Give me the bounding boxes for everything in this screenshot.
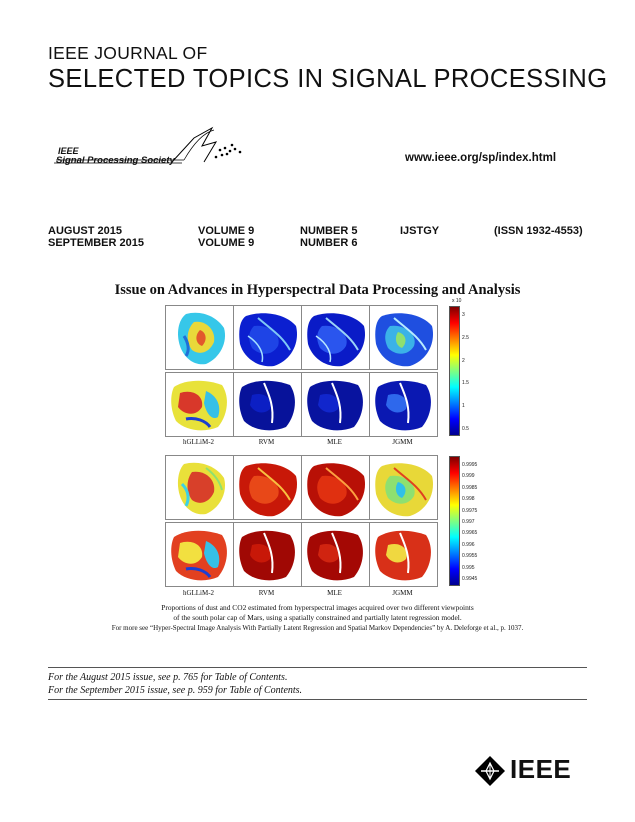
issn: (ISSN 1932-4553) (494, 225, 583, 237)
map-co2-hgllim-row1 (165, 455, 234, 520)
colorbar-co2-tick-label: 0.9945 (462, 576, 478, 582)
colorbar-co2-tick-label: 0.996 (462, 541, 475, 548)
colorbar-co2-tick-label: 0.9955 (462, 553, 478, 560)
special-issue-headline: Issue on Advances in Hyperspectral Data Processing and Analysis (114, 282, 521, 298)
map-dust-mle-row2 (301, 372, 370, 437)
toc-august: For the August 2015 issue, see p. 765 for Table of Contents. (48, 672, 288, 683)
issue-month-1: AUGUST 2015 (48, 225, 122, 237)
journal-title-line1: IEEE JOURNAL OF (48, 43, 208, 63)
colorbar-co2-tick-label: 0.9975 (462, 507, 478, 514)
colorbar-co2 (449, 456, 460, 586)
colorbar-dust-exponent: x 10 (452, 298, 462, 304)
method-label-jgmm-top: JGMM (392, 438, 413, 446)
colorbar-dust-tick-label: 2.5 (462, 334, 469, 341)
divider-top (48, 667, 587, 668)
colorbar-dust-tick-label: 0.5 (462, 426, 469, 432)
issue-volume-2: VOLUME 9 (198, 237, 255, 249)
colorbar-dust (449, 306, 460, 436)
colorbar-co2-tick-label: 0.995 (462, 564, 475, 571)
colorbar-co2-tick-label: 0.9985 (462, 484, 478, 491)
issue-volume-1: VOLUME 9 (198, 225, 255, 237)
figure-caption-line1: Proportions of dust and CO2 estimated from hyperspectral images acquired over two different viewpoints (161, 603, 474, 612)
coden: IJSTGY (400, 225, 440, 237)
map-co2-rvm-row2 (233, 522, 302, 587)
colorbar-dust-tick-label: 3 (462, 312, 465, 318)
map-dust-hgllim-row1 (165, 305, 234, 370)
journal-title-line2: SELECTED TOPICS IN SIGNAL PROCESSING (48, 65, 608, 93)
map-co2-mle-row2 (301, 522, 370, 587)
toc-september: For the September 2015 issue, see p. 959 for Table of Contents. (48, 685, 303, 696)
ieee-wordmark: IEEE (510, 754, 572, 784)
method-label-mle-bottom: MLE (327, 589, 342, 597)
colorbar-dust-tick-label: 2 (462, 357, 465, 364)
colorbar-co2-tick-label: 0.997 (462, 519, 475, 525)
method-label-rvm-bottom: RVM (258, 589, 275, 597)
ieee-diamond-logo (474, 755, 506, 787)
method-label-jgmm-bottom: JGMM (392, 589, 413, 597)
map-dust-mle-row1 (301, 305, 370, 370)
issue-month-2: SEPTEMBER 2015 (48, 237, 144, 249)
map-co2-jgmm-row1 (369, 455, 438, 520)
issue-number-1: NUMBER 5 (300, 225, 358, 237)
map-co2-rvm-row1 (233, 455, 302, 520)
map-dust-jgmm-row1 (369, 305, 438, 370)
figure-caption-line2: of the south polar cap of Mars, using a spatially constrained and partially latent regression model. (173, 613, 462, 622)
map-dust-jgmm-row2 (369, 372, 438, 437)
map-dust-rvm-row1 (233, 305, 302, 370)
map-co2-jgmm-row2 (369, 522, 438, 587)
society-url[interactable]: www.ieee.org/sp/index.html (405, 152, 557, 164)
divider-bottom (48, 699, 587, 700)
method-label-rvm-top: RVM (258, 438, 275, 446)
method-label-hgllim-top: hGLLiM-2 (182, 438, 215, 446)
society-name: Signal Processing Society (56, 155, 175, 166)
map-co2-hgllim-row2 (165, 522, 234, 587)
method-label-mle-top: MLE (327, 438, 342, 446)
map-co2-mle-row1 (301, 455, 370, 520)
colorbar-co2-tick-label: 0.9965 (462, 530, 478, 537)
colorbar-co2-tick-label: 0.9995 (462, 462, 478, 468)
society-small-label: IEEE (58, 146, 79, 156)
map-dust-hgllim-row2 (165, 372, 234, 437)
colorbar-dust-tick-label: 1 (462, 403, 465, 410)
issue-number-2: NUMBER 6 (300, 237, 358, 249)
method-label-hgllim-bottom: hGLLiM-2 (182, 589, 215, 597)
colorbar-co2-tick-label: 0.999 (462, 473, 475, 480)
map-dust-rvm-row2 (233, 372, 302, 437)
colorbar-co2-tick-label: 0.998 (462, 496, 475, 503)
colorbar-dust-tick-label: 1.5 (462, 380, 469, 387)
figure-caption-reference: For more see “Hyper-Spectral Image Analysis With Partially Latent Regression and Spatial Markov Dependencies” by A. Deleforge et al., p. 1037. (111, 624, 524, 632)
